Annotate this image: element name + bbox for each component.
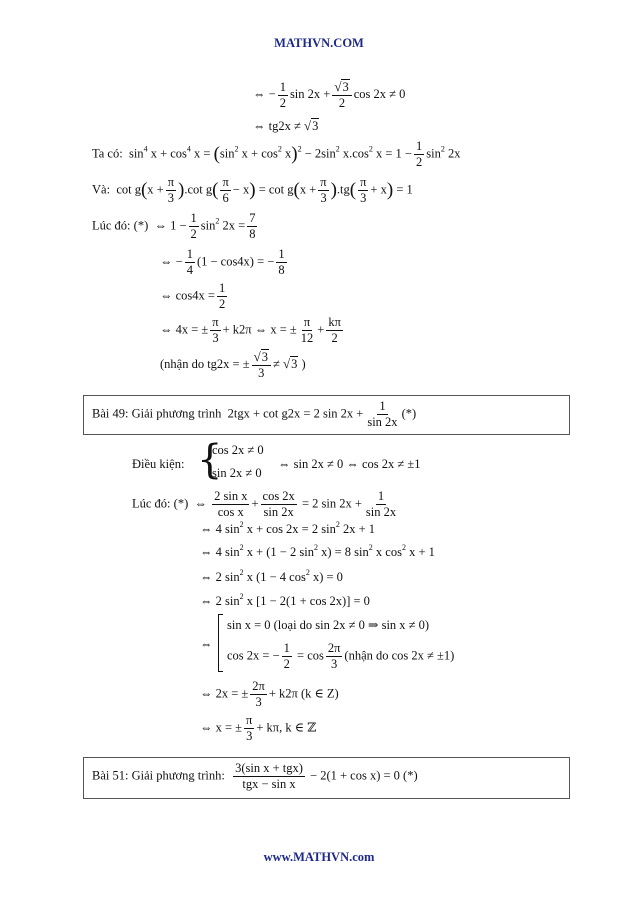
eq-line-1: ⇔ − $\frac{1}{2}$ sin 2x + $\frac{√3}{2}$ cos 2x ≠ 0 <box>253 79 406 111</box>
eq-line-5: Lúc đó: (*) ⇔ 1 − $\frac{1}{2}$ $\sin^2 2x$ = $\frac{7}{8}$ <box>92 211 256 242</box>
eq-line-8: ⇔ 4x = ± $\frac{\pi}{3}$ + k2π ⇔ x = ± $\frac{\pi}{12}$ + $\frac{k\pi}{2}$ <box>160 315 341 346</box>
eq-line-7: ⇔ cos4x = $\frac{1}{2}$ <box>160 281 226 312</box>
problem-51-title: Bài 51: Giải phương trình: $\frac{\text{3(sin x + tgx)}}{\text{tgx − sin x}}$ − 2(1 + cos x) = 0 (*) <box>92 761 418 792</box>
eq-line-3: Ta có: $\sin^4 x + \cos^4 x = (\sin^2$ $x + \cos^2 x)^2 - 2\sin^2$ $x.\cos^2$ x = 1 − $\frac{1}{2}$ $\sin^2 2x$ <box>92 139 461 170</box>
eq-step-4: ⇔ 2 $\sin^2 x$ [1 − 2(1 + cos 2x)] = 0 <box>200 592 370 608</box>
eq-line-9: (nhận do tg2x = ± $\frac{√3}{3}$ ≠ √3 ) <box>160 349 306 381</box>
case-bracket <box>218 614 223 672</box>
eq-line-2: ⇔ tg2x ≠ √3 <box>253 118 319 133</box>
eq-step-6: ⇔ 2x = ± $\frac{2\pi}{3}$ + k2π (k ∈ Z) <box>200 679 339 710</box>
page-header: MATHVN.COM <box>274 36 364 50</box>
condition-label: Điều kiện: <box>132 457 185 471</box>
eq-case-2: cos 2x = − $\frac{1}{2}$ = cos $\frac{2\pi}{3}$ (nhận do cos 2x ≠ ±1) <box>227 641 455 672</box>
problem-49-title: Bài 49: Giải phương trình 2tgx + cot g2x = 2 sin 2x + $\frac{1}{\sin 2x}$ (*) <box>92 399 417 430</box>
eq-case-1: sin x = 0 (loại do sin 2x ≠ 0 ⇒ sin x ≠ 0) <box>227 618 430 632</box>
eq-step-7: ⇔ x = ± $\frac{\pi}{3}$ + kπ, k ∈ ℤ <box>200 713 317 744</box>
eq-main: Lúc đó: (*) ⇔ $\frac{\text{2 sin x}}{\text{cos x}}$ + $\frac{\cos 2x}{\sin 2x}$ = 2 sin 2x + $\frac{1}{\sin 2x}$ <box>132 489 397 520</box>
eq-step-1: ⇔ 4 $\sin^2 x + \cos 2x = 2$ $\sin^2 2x + 1$ <box>200 520 376 536</box>
eq-step-2: ⇔ 4 $\sin^2 x + (1 - 2$ $\sin^2 x) = 8$ $\sin^2 x$ $\cos^2 x + 1$ <box>200 543 435 559</box>
condition-1: cos 2x ≠ 0 <box>212 443 264 457</box>
eq-line-4: Và: cot g(x + $\frac{\pi}{3}$ ).cot g( $\frac{\pi}{6}$ − x) = cot g(x + $\frac{\pi}{3}$ ).tg( $\frac{\pi}{3}$ + x) = 1 <box>92 175 413 206</box>
eq-step-3: ⇔ 2 $\sin^2 x$ (1 − 4 $\cos^2 x) = 0$ <box>200 568 343 584</box>
condition-result: ⇔ sin 2x ≠ 0 ⇔ cos 2x ≠ ±1 <box>278 457 421 471</box>
condition-brace: { <box>197 437 223 483</box>
eq-line-6: ⇔ − $\frac{1}{4}$ (1 − cos4x) = − $\frac{1}{8}$ <box>160 247 285 278</box>
page-footer: www.MATHVN.com <box>263 850 375 864</box>
condition-2: sin 2x ≠ 0 <box>212 466 262 480</box>
eq-step-5-arrow: ⇔ <box>200 637 213 651</box>
